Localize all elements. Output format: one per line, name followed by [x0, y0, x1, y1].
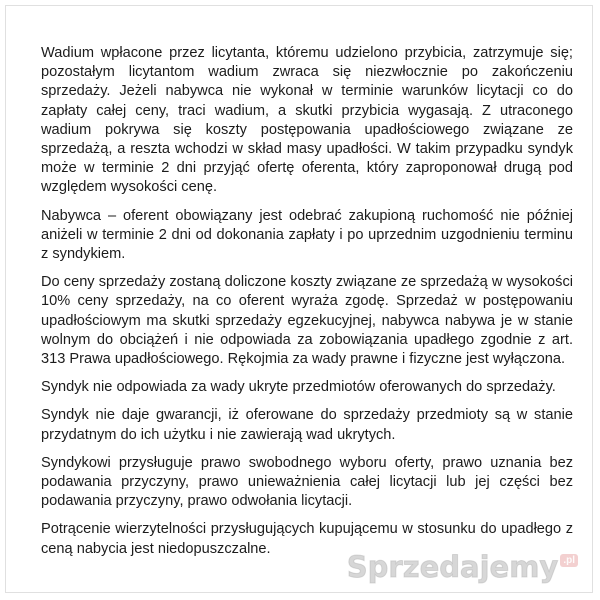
paragraph-wady-ukryte: Syndyk nie odpowiada za wady ukryte przedmiotów oferowanych do sprzedaży.: [41, 379, 556, 396]
watermark-logo: [347, 550, 578, 584]
paragraph-koszty: Do ceny sprzedaży zostaną doliczone koszty związane ze sprzedażą w wysokości 10% ceny sprzedaży, na co oferent wyraża zgodę. Sprzedaż w postępowaniu upadłościowym ma skutki sprzedaży egzekucyjnej, nabywca nabywa je w stanie wolnym do obciążeń i nie odpowiada za zobowiązania upadłego zgodnie z art. 313 Prawa upadłościowego. Rękojmia za wady prawne i fizyczne jest wyłączona.: [41, 274, 573, 368]
document-body: [41, 44, 573, 568]
watermark-text: Sprzedajemy: [346, 550, 559, 584]
paragraph-potracenie: Potrącenie wierzytelności przysługujących kupującemu w stosunku do upadłego z ceną nabycia jest niedopuszczalne.: [41, 521, 573, 557]
watermark-suffix: .pl: [560, 554, 578, 567]
paragraph-wadium: Wadium wpłacone przez licytanta, któremu udzielono przybicia, zatrzymuje się; pozostałym licytantom wadium zwraca się niezwłocznie po zakończeniu sprzedaży. Jeżeli nabywca nie wykonał w terminie warunków licytacji co do zapłaty całej ceny, traci wadium, a skutki przybicia wygasają. Z utraconego wadium pokrywa się koszty postępowania upadłościowego związane ze sprzedażą, a reszta wchodzi w skład masy upadłości. W takim przypadku syndyk może w terminie 2 dni przyjąć ofertę oferenta, który zaproponował drugą pod względem wysokości cenę.: [41, 45, 573, 196]
document-page: [5, 5, 593, 593]
paragraph-prawa-syndyka: Syndykowi przysługuje prawo swobodnego wyboru oferty, prawo uznania bez podawania przyczyny, prawo unieważnienia całej licytacji lub jej części bez podawania przyczyny, prawo odwołania licytacji.: [41, 454, 573, 510]
paragraph-gwarancja: Syndyk nie daje gwarancji, iż oferowane do sprzedaży przedmioty są w stanie przydatnym do ich użytku i nie zawierają wad ukrytych.: [41, 407, 573, 443]
paragraph-nabywca: Nabywca – oferent obowiązany jest odebrać zakupioną ruchomość nie później aniżeli w terminie 2 dni od dokonania zapłaty i po uprzednim uzgodnieniu terminu z syndykiem.: [41, 207, 573, 263]
